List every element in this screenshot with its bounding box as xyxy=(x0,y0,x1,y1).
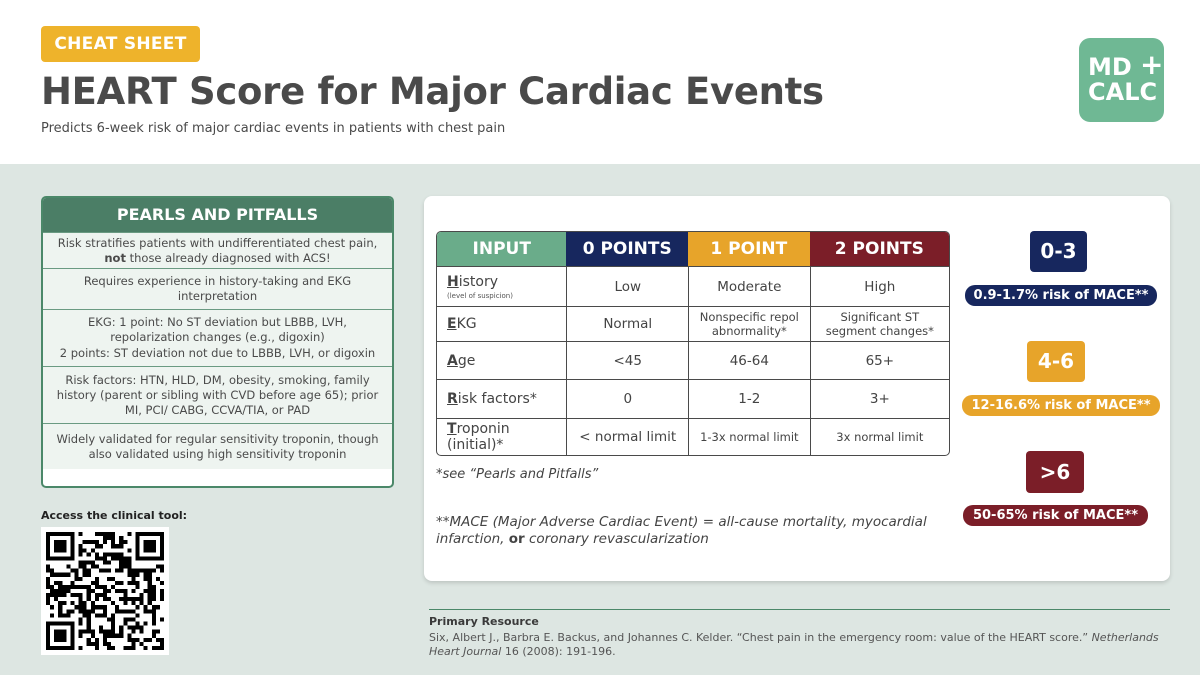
row-label-age: Age xyxy=(437,341,566,379)
row-label-risk-factors: Risk factors* xyxy=(437,379,566,418)
risk-score-moderate: 4-6 xyxy=(1027,341,1085,382)
pearl-item-1 xyxy=(43,232,392,268)
pearl-item-4: Risk factors: HTN, HLD, DM, obesity, smoking, family history (parent or sibling with CVD before age 65); prior MI, PCI/ CABG, CCVA/TIA, or PAD xyxy=(43,366,392,423)
table-row-troponin xyxy=(437,418,949,455)
pearls-title: PEARLS AND PITFALLS xyxy=(43,198,392,232)
cell: Low xyxy=(566,266,688,306)
row-label-troponin: Troponin (initial)* xyxy=(437,418,566,455)
cell: Moderate xyxy=(688,266,810,306)
pearl-1-bold: not xyxy=(104,250,126,265)
cell: 1-3x normal limit xyxy=(688,418,810,455)
access-tool-label: Access the clinical tool: xyxy=(41,509,188,522)
pearl-3a: EKG: 1 point: No ST deviation but LBBB, LVH, repolarization changes (e.g., digoxin) xyxy=(88,315,347,344)
risk-label-moderate: 12-16.6% risk of MACE** xyxy=(962,395,1160,416)
page-subtitle: Predicts 6-week risk of major cardiac events in patients with chest pain xyxy=(41,121,506,136)
qr-code-icon xyxy=(46,532,164,650)
see-pearls-note: *see “Pearls and Pitfalls” xyxy=(436,467,599,482)
mdcalc-logo xyxy=(1079,38,1164,122)
cell: 46-64 xyxy=(688,341,810,379)
header-0-points: 0 POINTS xyxy=(566,232,688,266)
cell: 3+ xyxy=(810,379,949,418)
pearls-and-pitfalls-panel xyxy=(41,196,394,488)
header-input: INPUT xyxy=(437,232,566,266)
cell: 0 xyxy=(566,379,688,418)
reference-citation: Six, Albert J., Barbra E. Backus, and Johannes C. Kelder. “Chest pain in the emergency room: value of the HEART score.” Netherlands Heart Journal 16 (2008): 191-196. xyxy=(429,631,1159,658)
cell: 65+ xyxy=(810,341,949,379)
cell: < normal limit xyxy=(566,418,688,455)
heart-score-table xyxy=(436,231,950,456)
header xyxy=(0,0,1200,164)
table-row-ekg xyxy=(437,306,949,341)
pearl-item-2: Requires experience in history-taking and EKG interpretation xyxy=(43,268,392,309)
pearl-1-text: Risk stratifies patients with undifferentiated chest pain, xyxy=(57,235,378,250)
logo-line-2: CALC xyxy=(1088,78,1158,106)
header-2-points: 2 POINTS xyxy=(810,232,949,266)
risk-score-high: >6 xyxy=(1026,451,1084,493)
mace-definition-note: **MACE (Major Adverse Cardiac Event) = all-cause mortality, myocardial infarction, or coronary revascularization xyxy=(436,514,927,547)
row-label-history: History (level of suspicion) xyxy=(437,266,566,306)
table-row-history xyxy=(437,266,949,306)
cell: 1-2 xyxy=(688,379,810,418)
logo-line-1: MD xyxy=(1088,53,1132,81)
page-title: HEART Score for Major Cardiac Events xyxy=(41,70,824,113)
logo-plus-icon: + xyxy=(1140,48,1164,81)
reference-heading: Primary Resource xyxy=(429,615,539,628)
qr-code[interactable] xyxy=(41,527,169,655)
risk-score-low: 0-3 xyxy=(1030,231,1087,272)
risk-label-low: 0.9-1.7% risk of MACE** xyxy=(965,285,1157,306)
cell: Significant ST segment changes* xyxy=(810,306,949,341)
table-row-age xyxy=(437,341,949,379)
cheat-sheet-badge: CHEAT SHEET xyxy=(41,26,200,62)
pearl-3b: 2 points: ST deviation not due to LBBB, LVH, or digoxin xyxy=(59,346,376,360)
pearl-1-text-end: those already diagnosed with ACS! xyxy=(125,250,331,265)
cell: <45 xyxy=(566,341,688,379)
table-row-risk-factors xyxy=(437,379,949,418)
cell: High xyxy=(810,266,949,306)
row-label-ekg: EKG xyxy=(437,306,566,341)
cell: Nonspecific repol abnormality* xyxy=(688,306,810,341)
pearl-item-3 xyxy=(43,309,392,366)
cell: 3x normal limit xyxy=(810,418,949,455)
risk-label-high: 50-65% risk of MACE** xyxy=(963,505,1148,526)
pearl-item-5: Widely validated for regular sensitivity troponin, though also validated using high sensitivity troponin xyxy=(43,423,392,469)
header-1-point: 1 POINT xyxy=(688,232,810,266)
reference-divider xyxy=(429,609,1170,610)
cell: Normal xyxy=(566,306,688,341)
